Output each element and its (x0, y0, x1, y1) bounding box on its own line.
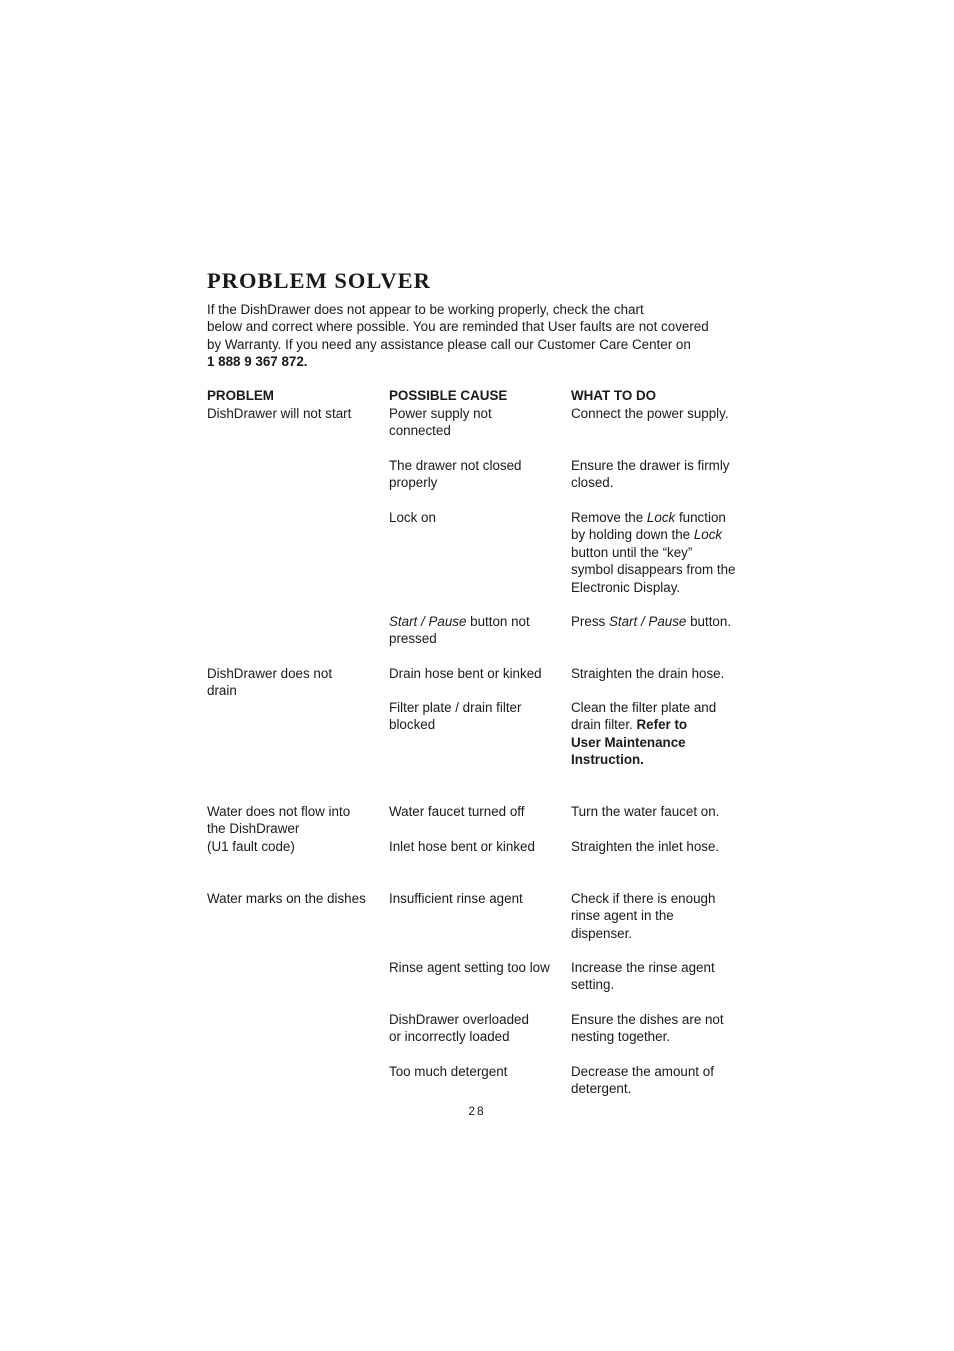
problem-will-not-start (207, 405, 351, 422)
action-text: Instruction. (571, 752, 644, 768)
pause-term: Pause (648, 614, 687, 629)
cause-text: Rinse agent setting too low (389, 960, 550, 975)
problem-text: DishDrawer does not (207, 666, 333, 681)
action-text: closed. (571, 475, 614, 491)
cause-start-pause (389, 613, 530, 648)
problem-text: the DishDrawer (207, 821, 300, 837)
cause-text: Too much detergent (389, 1064, 508, 1079)
problem-text: Water does not flow into (207, 804, 351, 819)
cause-lock-on (389, 509, 436, 526)
action-text: detergent. (571, 1081, 632, 1097)
start-term: Start (608, 614, 638, 629)
page-number: 28 (468, 1104, 486, 1118)
action-text: Ensure the dishes are not (571, 1012, 724, 1027)
action-text: Connect the power supply. (571, 406, 729, 421)
cause-drawer-not-closed (389, 457, 522, 492)
problem-text: DishDrawer will not start (207, 406, 352, 421)
cause-text: or incorrectly loaded (389, 1029, 510, 1045)
cause-filter-blocked (389, 699, 521, 734)
action-not-nesting (571, 1011, 724, 1046)
cause-text: properly (389, 475, 438, 491)
action-text: rinse agent in the (571, 908, 674, 924)
cause-inlet-hose (389, 838, 535, 855)
cause-text: The drawer not closed (389, 458, 522, 473)
cause-power-supply (389, 405, 492, 440)
refer-to: Refer to (636, 717, 688, 733)
action-clean-filter (571, 699, 716, 769)
action-post: button. (686, 614, 732, 629)
action-pre: by holding down the (571, 527, 694, 543)
problem-does-not-drain (207, 665, 332, 700)
action-text: Ensure the drawer is firmly (571, 458, 730, 473)
cause-text (389, 613, 530, 630)
lock-term: Lock (693, 527, 723, 543)
cause-text: Water faucet turned off (389, 804, 525, 819)
cause-overloaded (389, 1011, 529, 1046)
problem-water-not-flow (207, 803, 350, 855)
action-text: symbol disappears from the (571, 562, 736, 578)
slash: / (417, 614, 429, 629)
intro-line: below and correct where possible. You are reminded that User faults are not covered (207, 319, 709, 335)
cause-rinse-setting-low (389, 959, 550, 976)
action-remove-lock (571, 509, 735, 596)
slash: / (637, 614, 649, 629)
action-text: nesting together. (571, 1029, 671, 1045)
cause-faucet-off (389, 803, 524, 820)
cause-insufficient-rinse (389, 890, 523, 907)
action-text: Clean the filter plate and (571, 700, 717, 715)
action-text: Straighten the inlet hose. (571, 839, 720, 854)
action-pre: Remove the (571, 510, 647, 525)
action-pre: Press (571, 614, 609, 629)
action-connect-power (571, 405, 729, 422)
action-faucet-on (571, 803, 719, 820)
action-decrease-detergent (571, 1063, 714, 1098)
action-text: setting. (571, 977, 615, 993)
intro-line: If the DishDrawer does not appear to be working properly, check the chart (207, 302, 644, 317)
action-check-rinse (571, 890, 715, 942)
action-straighten-inlet (571, 838, 719, 855)
header-what-to-do: WHAT TO DO (571, 388, 657, 403)
problem-text: (U1 fault code) (207, 838, 295, 854)
action-text (571, 509, 735, 526)
page-title: PROBLEM SOLVER (207, 268, 431, 293)
start-term: Start (389, 614, 418, 629)
intro-line: by Warranty. If you need any assistance please call our Customer Care Center on (207, 336, 691, 352)
header-possible-cause: POSSIBLE CAUSE (389, 388, 508, 403)
cause-text: Filter plate / drain filter (389, 700, 522, 715)
cause-text: Drain hose bent or kinked (389, 666, 542, 681)
cause-text: blocked (389, 717, 436, 733)
action-text: Electronic Display. (571, 579, 681, 595)
action-text: dispenser. (571, 925, 633, 941)
action-increase-rinse (571, 959, 715, 994)
cause-text: Insufficient rinse agent (389, 891, 523, 906)
action-pre: drain filter. (571, 717, 637, 733)
pause-term: Pause (428, 614, 467, 629)
action-text: Turn the water faucet on. (571, 804, 720, 819)
header-problem: PROBLEM (207, 388, 274, 403)
cause-drain-hose (389, 665, 542, 682)
action-text: Straighten the drain hose. (571, 666, 725, 681)
cause-text: Lock on (389, 510, 436, 525)
action-text (571, 613, 731, 630)
problem-text: Water marks on the dishes (207, 891, 366, 906)
action-text (571, 716, 716, 733)
cause-rest: button not (466, 614, 530, 629)
problem-text: drain (207, 683, 237, 699)
action-text (571, 526, 735, 543)
action-text: Increase the rinse agent (571, 960, 715, 975)
intro-paragraph (207, 301, 747, 371)
lock-term: Lock (646, 510, 676, 525)
action-text: Check if there is enough (571, 891, 716, 906)
action-post: function (675, 510, 726, 525)
cause-text: Inlet hose bent or kinked (389, 839, 535, 854)
problem-water-marks (207, 890, 366, 907)
cause-too-much-detergent (389, 1063, 507, 1080)
cause-text: pressed (389, 631, 437, 647)
action-straighten-drain (571, 665, 724, 682)
customer-care-phone: 1 888 9 367 872. (207, 354, 308, 370)
action-press-start (571, 613, 731, 630)
action-text: button until the “key” (571, 544, 693, 560)
cause-text: Power supply not (389, 406, 492, 421)
cause-text: DishDrawer overloaded (389, 1012, 529, 1027)
action-close-drawer (571, 457, 730, 492)
action-text: User Maintenance (571, 734, 686, 750)
action-text: Decrease the amount of (571, 1064, 714, 1079)
cause-text: connected (389, 423, 451, 439)
